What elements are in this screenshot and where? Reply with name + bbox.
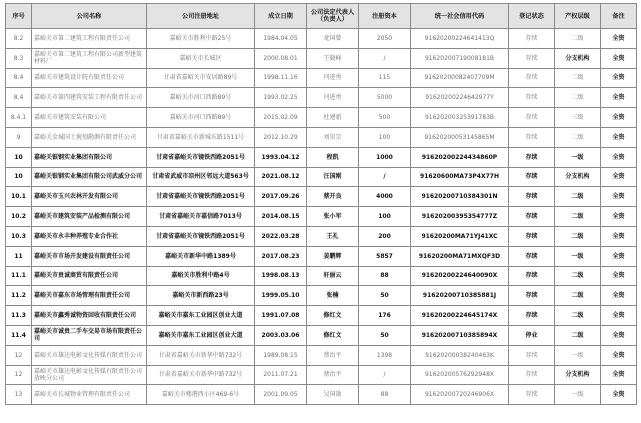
cell-founded-date: 2003.03.06 <box>255 325 307 345</box>
cell-legal-rep: 闫进勇 <box>307 88 359 108</box>
cell-address: 嘉峪关市新西路23号 <box>147 286 255 306</box>
cell-status: 存续 <box>509 108 555 128</box>
header-no: 序号 <box>6 4 32 29</box>
cell-address: 甘肃省嘉峪关市镜铁西路2051号 <box>147 187 255 207</box>
cell-credit-code: 91620200395354777Z <box>411 207 509 227</box>
cell-founded-date: 2014.08.15 <box>255 207 307 227</box>
cell-no: 8.3 <box>6 48 32 68</box>
company-registry-table <box>5 3 637 405</box>
cell-capital: / <box>359 48 411 68</box>
cell-company-name: 嘉峪关银钢实业集团有限公司武威分公司 <box>32 167 147 187</box>
table-body <box>6 29 637 405</box>
table-row <box>6 385 637 405</box>
cell-address: 甘肃省嘉峪关市安居路89号 <box>147 68 255 88</box>
cell-company-name: 嘉峪关市鑫秀诚物资回收有限责任公司 <box>32 306 147 326</box>
table-row <box>6 365 637 385</box>
cell-credit-code: 91620200224434860P <box>411 147 509 167</box>
company-registry-sheet <box>5 3 636 405</box>
cell-credit-code: 91620200224642977Y <box>411 88 509 108</box>
cell-level: 二级 <box>555 286 601 306</box>
cell-founded-date: 2011.07.21 <box>255 365 307 385</box>
table-row <box>6 286 637 306</box>
header-level: 产权层级 <box>555 4 601 29</box>
cell-remark: 全资 <box>601 88 637 108</box>
cell-founded-date: 1998.08.13 <box>255 266 307 286</box>
cell-founded-date: 2001.09.05 <box>255 385 307 405</box>
cell-capital: / <box>359 167 411 187</box>
cell-level: 分支机构 <box>555 167 601 187</box>
cell-address: 甘肃省嘉峪关市镜铁西路2051号 <box>147 226 255 246</box>
cell-capital: 100 <box>359 127 411 147</box>
cell-remark: 全资 <box>601 345 637 365</box>
cell-level: 二级 <box>555 127 601 147</box>
cell-address: 嘉峪关市胜利中路4号 <box>147 266 255 286</box>
cell-status: 存续 <box>509 187 555 207</box>
cell-remark: 全资 <box>601 48 637 68</box>
cell-founded-date: 1984.04.05 <box>255 29 307 49</box>
table-row <box>6 108 637 128</box>
cell-level: 二级 <box>555 187 601 207</box>
table-row <box>6 306 637 326</box>
cell-address: 嘉峪关市胜利中路25号 <box>147 29 255 49</box>
cell-capital: 500 <box>359 108 411 128</box>
cell-capital: 1398 <box>359 345 411 365</box>
cell-remark: 全资 <box>601 286 637 306</box>
cell-no: 11.3 <box>6 306 32 326</box>
cell-status: 停业 <box>509 325 555 345</box>
cell-status: 存续 <box>509 167 555 187</box>
cell-level: 一级 <box>555 345 601 365</box>
cell-level: 一级 <box>555 246 601 266</box>
cell-legal-rep: 吴国勋 <box>307 385 359 405</box>
cell-no: 10.2 <box>6 207 32 227</box>
cell-remark: 全资 <box>601 226 637 246</box>
table-row <box>6 29 637 49</box>
cell-capital: 1000 <box>359 147 411 167</box>
cell-no: 8.2 <box>6 29 32 49</box>
table-row <box>6 88 637 108</box>
cell-no: 10 <box>6 147 32 167</box>
cell-status: 存续 <box>509 266 555 286</box>
cell-remark: 全资 <box>601 68 637 88</box>
cell-company-name: 嘉峪关市市场开发建设有限责任公司 <box>32 246 147 266</box>
cell-status: 存续 <box>509 29 555 49</box>
cell-no: 9 <box>6 127 32 147</box>
cell-legal-rep: 姜鹏辉 <box>307 246 359 266</box>
cell-remark: 全资 <box>601 108 637 128</box>
cell-status: 存续 <box>509 226 555 246</box>
cell-credit-code: 91620200224645174X <box>411 306 509 326</box>
cell-capital: 200 <box>359 226 411 246</box>
table-row <box>6 147 637 167</box>
cell-remark: 全资 <box>601 167 637 187</box>
cell-legal-rep: 张楠 <box>307 286 359 306</box>
cell-no: 12 <box>6 345 32 365</box>
cell-level: 一级 <box>555 147 601 167</box>
cell-company-name: 嘉峪关市建筑安装有限公司 <box>32 108 147 128</box>
cell-founded-date: 1998.11.16 <box>255 68 307 88</box>
cell-status: 存续 <box>509 306 555 326</box>
cell-capital: 5000 <box>359 88 411 108</box>
cell-address: 甘肃省武威市凉州区邻远大道563号 <box>147 167 255 187</box>
cell-remark: 全资 <box>601 306 637 326</box>
cell-status: 存续 <box>509 48 555 68</box>
cell-credit-code: 91620200710385881J <box>411 286 509 306</box>
cell-founded-date: 1993.02.25 <box>255 88 307 108</box>
cell-company-name: 嘉峪关市诚贵二手车交易市场有限责任公司 <box>32 325 147 345</box>
cell-capital: 176 <box>359 306 411 326</box>
table-row <box>6 167 637 187</box>
cell-no: 11.4 <box>6 325 32 345</box>
cell-remark: 全资 <box>601 325 637 345</box>
cell-credit-code: 91620200576292948X <box>411 365 509 385</box>
cell-address: 嘉峪关市嘉东工业园区创业大道 <box>147 306 255 326</box>
cell-address: 嘉峪关市河口西路89号 <box>147 88 255 108</box>
cell-company-name: 嘉峪关市贵诚商贸有限责任公司 <box>32 266 147 286</box>
cell-credit-code: 91620200325391783B <box>411 108 509 128</box>
header-legal-rep: 公司法定代表人（负责人） <box>307 4 359 29</box>
cell-no: 13 <box>6 385 32 405</box>
cell-legal-rep: 修红文 <box>307 306 359 326</box>
cell-legal-rep: 王晓峰 <box>307 48 359 68</box>
cell-level: 二级 <box>555 325 601 345</box>
table-row <box>6 207 637 227</box>
cell-legal-rep: 蔡治平 <box>307 345 359 365</box>
cell-level: 二级 <box>555 207 601 227</box>
cell-company-name: 嘉峪关市长城物业管理有限责任公司 <box>32 385 147 405</box>
cell-remark: 全资 <box>601 187 637 207</box>
cell-level: 二级 <box>555 306 601 326</box>
cell-founded-date: 2022.03.28 <box>255 226 307 246</box>
cell-credit-code: 91620200MA71YJ41XC <box>411 226 509 246</box>
table-row <box>6 226 637 246</box>
cell-no: 12 <box>6 365 32 385</box>
cell-address: 嘉峪关市嘉东工业园区创业大道 <box>147 325 255 345</box>
cell-address: 嘉峪关市河口西路89号 <box>147 108 255 128</box>
cell-legal-rep: 龙国曾 <box>307 29 359 49</box>
header-founded-date: 成立日期 <box>255 4 307 29</box>
cell-address: 甘肃省嘉峪关市新城东路1511号 <box>147 127 255 147</box>
cell-level: 一级 <box>555 385 601 405</box>
cell-founded-date: 2012.10.29 <box>255 127 307 147</box>
cell-company-name: 嘉峪关市雄达电影文化传媒有限责任公司放映分公司 <box>32 365 147 385</box>
cell-legal-rep: 汪国刚 <box>307 167 359 187</box>
cell-company-name: 嘉峪关市第二建筑工程有限公司新型建筑材料厂 <box>32 48 147 68</box>
cell-company-name: 嘉峪关银钢实业集团有限公司 <box>32 147 147 167</box>
cell-remark: 全资 <box>601 266 637 286</box>
cell-remark: 全资 <box>601 147 637 167</box>
cell-founded-date: 2000.08.01 <box>255 48 307 68</box>
table-row <box>6 246 637 266</box>
cell-level: 二级 <box>555 226 601 246</box>
cell-no: 11.2 <box>6 286 32 306</box>
cell-legal-rep: 程凯 <box>307 147 359 167</box>
cell-status: 存续 <box>509 286 555 306</box>
cell-capital: 2050 <box>359 29 411 49</box>
table-row <box>6 48 637 68</box>
cell-level: 二级 <box>555 266 601 286</box>
cell-credit-code: 91620200038240463K <box>411 345 509 365</box>
cell-remark: 全资 <box>601 385 637 405</box>
cell-credit-code: 91620200MA71MXQF3D <box>411 246 509 266</box>
cell-company-name: 嘉峪关市建筑安装产品检测有限公司 <box>32 207 147 227</box>
cell-capital: 100 <box>359 207 411 227</box>
cell-capital: 50 <box>359 286 411 306</box>
cell-company-name: 嘉峪关市第二建筑工程有限责任公司 <box>32 29 147 49</box>
cell-founded-date: 1999.05.10 <box>255 286 307 306</box>
cell-no: 8.4.1 <box>6 108 32 128</box>
cell-company-name: 嘉峪关市玉兴农林开发有限公司 <box>32 187 147 207</box>
cell-address: 嘉峪关市新华中路1389号 <box>147 246 255 266</box>
cell-founded-date: 2021.08.12 <box>255 167 307 187</box>
cell-status: 存续 <box>509 365 555 385</box>
cell-remark: 全资 <box>601 246 637 266</box>
cell-status: 存续 <box>509 147 555 167</box>
cell-credit-code: 91620200082407709M <box>411 68 509 88</box>
cell-address: 嘉峪关市长城区 <box>147 48 255 68</box>
cell-status: 存续 <box>509 68 555 88</box>
cell-capital: 115 <box>359 68 411 88</box>
cell-legal-rep: 蔡治平 <box>307 365 359 385</box>
cell-level: 分支机构 <box>555 48 601 68</box>
table-row <box>6 345 637 365</box>
cell-legal-rep: 王礼 <box>307 226 359 246</box>
cell-legal-rep: 蔡开良 <box>307 187 359 207</box>
cell-credit-code: 91620200224641413Q <box>411 29 509 49</box>
cell-status: 存续 <box>509 345 555 365</box>
cell-address: 甘肃省嘉峪关市新华中路732号 <box>147 345 255 365</box>
header-status: 登记状态 <box>509 4 555 29</box>
table-header-row <box>6 4 637 29</box>
cell-address: 甘肃省嘉峪关市新华中路732号 <box>147 365 255 385</box>
cell-capital: 5857 <box>359 246 411 266</box>
cell-founded-date: 1993.04.12 <box>255 147 307 167</box>
cell-remark: 全资 <box>601 127 637 147</box>
cell-capital: / <box>359 365 411 385</box>
cell-legal-rep: 张小军 <box>307 207 359 227</box>
cell-no: 10.3 <box>6 226 32 246</box>
cell-founded-date: 2017.09.26 <box>255 187 307 207</box>
cell-status: 存续 <box>509 127 555 147</box>
cell-level: 分支机构 <box>555 365 601 385</box>
cell-status: 存续 <box>509 88 555 108</box>
cell-level: 三级 <box>555 108 601 128</box>
cell-company-name: 嘉峪关市第四建筑安装工程有限责任公司 <box>32 88 147 108</box>
header-company-name: 公司名称 <box>32 4 147 29</box>
cell-company-name: 嘉峪关市雄达电影文化传媒有限责任公司 <box>32 345 147 365</box>
cell-capital: 4000 <box>359 187 411 207</box>
cell-legal-rep: 轩丽云 <box>307 266 359 286</box>
table-row <box>6 325 637 345</box>
cell-founded-date: 2015.02.09 <box>255 108 307 128</box>
cell-no: 10.1 <box>6 187 32 207</box>
cell-no: 10 <box>6 167 32 187</box>
cell-credit-code: 91620200224640090X <box>411 266 509 286</box>
cell-no: 11 <box>6 246 32 266</box>
header-credit-code: 统一社会信用代码 <box>411 4 509 29</box>
cell-credit-code: 91620200719008181B <box>411 48 509 68</box>
cell-remark: 全资 <box>601 365 637 385</box>
cell-credit-code: 91620200710385894X <box>411 325 509 345</box>
cell-address: 甘肃省嘉峪关市嘉信路7013号 <box>147 207 255 227</box>
cell-company-name: 嘉峪关市嘉东市场管理有限责任公司 <box>32 286 147 306</box>
cell-no: 11.1 <box>6 266 32 286</box>
cell-level: 二级 <box>555 88 601 108</box>
cell-capital: 88 <box>359 266 411 286</box>
cell-capital: 50 <box>359 325 411 345</box>
cell-legal-rep: 杜建新 <box>307 108 359 128</box>
cell-credit-code: 91620200710384301N <box>411 187 509 207</box>
cell-address: 嘉峪关市楼港西小区469-6号 <box>147 385 255 405</box>
cell-level: 二级 <box>555 29 601 49</box>
cell-legal-rep: 修红文 <box>307 325 359 345</box>
cell-credit-code: 91620200053145865M <box>411 127 509 147</box>
cell-credit-code: 91620600MA73P4X77H <box>411 167 509 187</box>
table-row <box>6 68 637 88</box>
header-capital: 注册资本 <box>359 4 411 29</box>
cell-status: 存续 <box>509 385 555 405</box>
cell-level: 二级 <box>555 68 601 88</box>
cell-credit-code: 91620200720246906X <box>411 385 509 405</box>
header-address: 公司注册地址 <box>147 4 255 29</box>
table-row <box>6 266 637 286</box>
cell-remark: 全资 <box>601 207 637 227</box>
cell-company-name: 嘉峪关市永丰种养殖专业合作社 <box>32 226 147 246</box>
cell-remark: 全资 <box>601 29 637 49</box>
cell-status: 存续 <box>509 246 555 266</box>
cell-founded-date: 1991.07.08 <box>255 306 307 326</box>
cell-no: 8.4 <box>6 88 32 108</box>
table-row <box>6 127 637 147</box>
header-remark: 备注 <box>601 4 637 29</box>
cell-company-name: 嘉峪关金城国土规划勘测有限责任公司 <box>32 127 147 147</box>
cell-founded-date: 1989.08.15 <box>255 345 307 365</box>
table-row <box>6 187 637 207</box>
cell-address: 甘肃省嘉峪关市镜铁西路2051号 <box>147 147 255 167</box>
cell-legal-rep: 闫进勇 <box>307 68 359 88</box>
cell-founded-date: 2017.08.23 <box>255 246 307 266</box>
cell-no: 8.4 <box>6 68 32 88</box>
cell-company-name: 嘉峪关市建筑设计院有限责任公司 <box>32 68 147 88</box>
cell-status: 存续 <box>509 207 555 227</box>
cell-legal-rep: 刘崇宗 <box>307 127 359 147</box>
cell-capital: 88 <box>359 385 411 405</box>
